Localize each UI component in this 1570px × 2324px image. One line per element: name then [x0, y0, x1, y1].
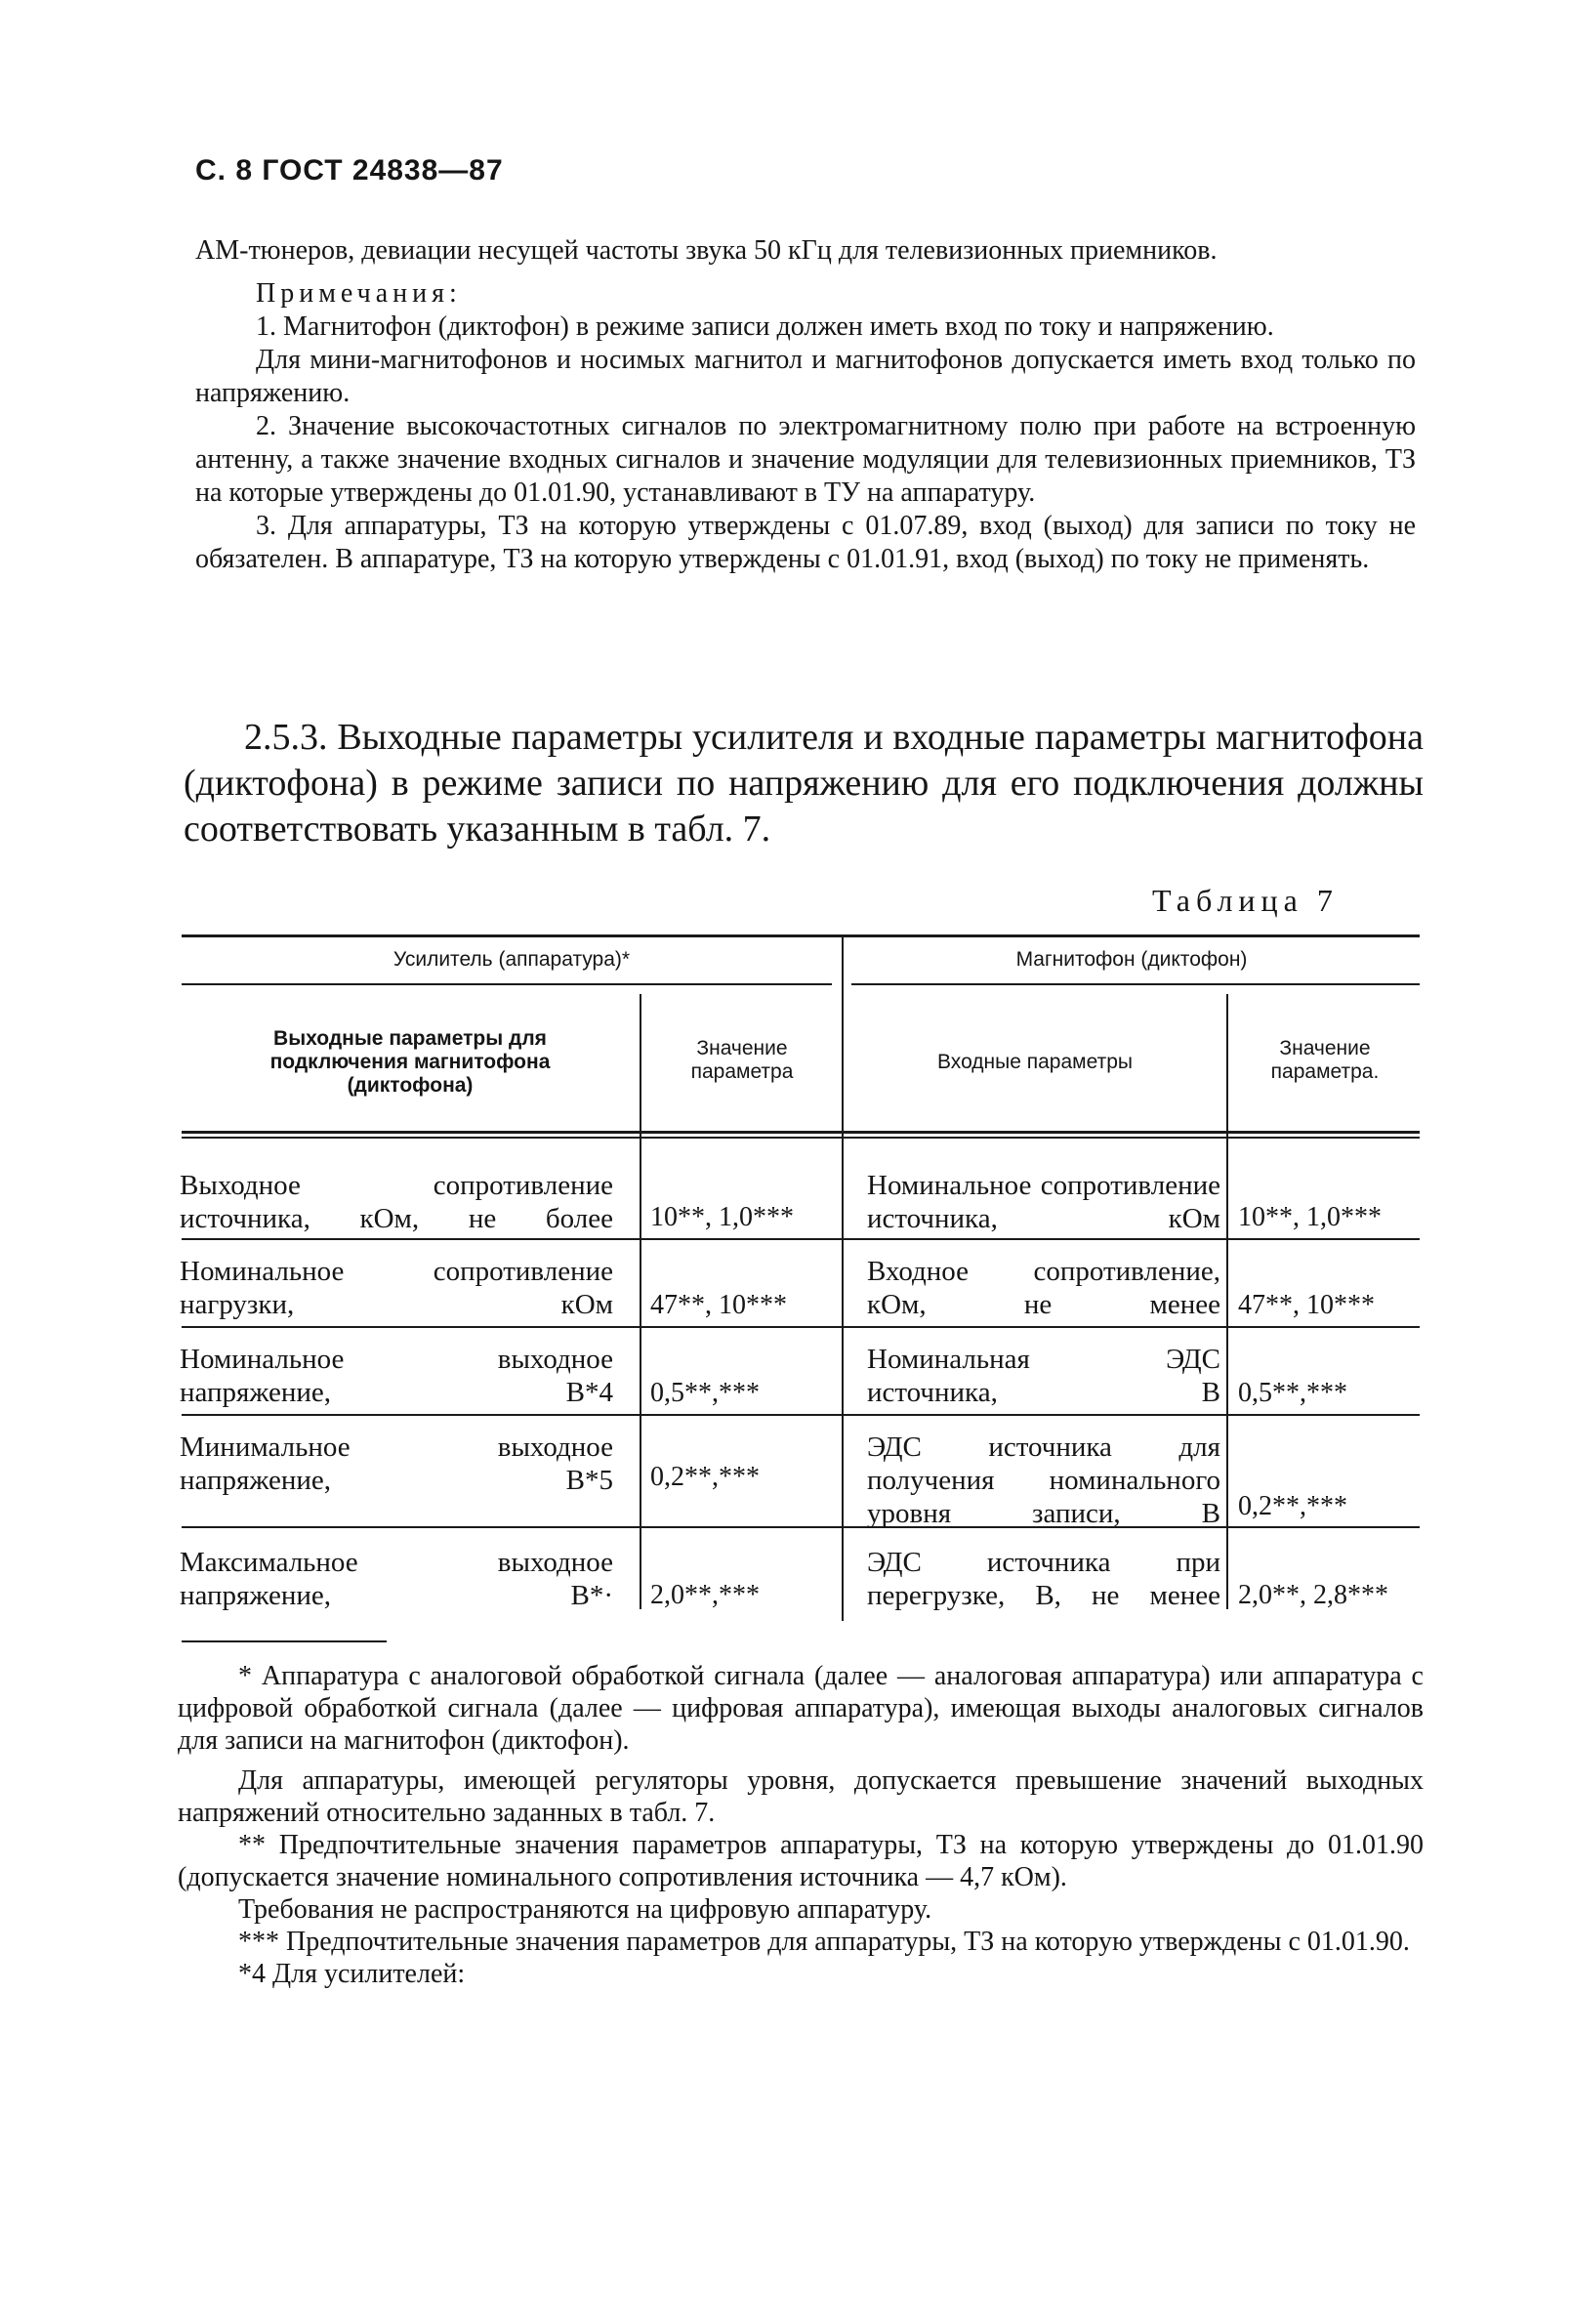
header-rule — [182, 1131, 1420, 1134]
row-rule — [182, 1414, 1420, 1416]
table-cell-value: 2,0**, 2,8*** — [1238, 1580, 1388, 1610]
table-cell: Максимальное выходное напряжение, В*· — [180, 1547, 613, 1611]
center-divider — [842, 937, 844, 1621]
group-rule-right — [851, 983, 1420, 985]
table-cell: Выходное сопротивление источника, кОм, не более — [180, 1170, 613, 1234]
note-1: 1. Магнитофон (диктофон) в режиме записи должен иметь вход по току и напряжению. — [256, 311, 1274, 342]
footnote-4: *4 Для усилителей: — [238, 1959, 466, 1989]
table-cell: Номинальное выходное напряжение, В*4 — [180, 1344, 613, 1408]
table-cell-value: 0,5**,*** — [1238, 1378, 1347, 1408]
table-cell-value: 0,5**,*** — [650, 1378, 760, 1408]
footnote-1: * Аппаратура с аналоговой обработкой сигнала (далее — аналоговая аппаратура) или аппаратура с цифровой обработкой сигнала (далее — цифровая аппаратура), имеющая выходы аналоговых сигналов для записи на магнитофон (диктофон). — [178, 1661, 1424, 1756]
table-cell: Минимальное выходное напряжение, В*5 — [180, 1432, 613, 1496]
note-1-continuation: Для мини-магнитофонов и носимых магнитол и магнитофонов допускается иметь вход только по напряжению. — [195, 345, 1416, 408]
table-cell: Номинальное сопротивление источника, кОм — [867, 1170, 1220, 1234]
table-cell: Входное сопротивление, кОм, не менее — [867, 1256, 1220, 1320]
table-cell-value: 10**, 1,0*** — [1238, 1202, 1382, 1232]
footnote-1-continuation: Для аппаратуры, имеющей регуляторы уровня, допускается превышение значений выходных напряжений относительно заданных в табл. 7. — [178, 1765, 1424, 1828]
footnotes — [178, 1660, 1424, 1990]
note-2: 2. Значение высокочастотных сигналов по электромагнитному полю при работе на встроенную антенну, а также значение входных сигналов и значение модуляции для телевизионных приемников, ТЗ на которые утверждены до 01.01.90, устанавливают в ТУ на аппаратуру. — [195, 411, 1416, 508]
row-rule — [182, 1238, 1420, 1240]
table-cell-value: 0,2**,*** — [650, 1462, 760, 1492]
intro-text — [195, 234, 1416, 576]
row-rule — [182, 1526, 1420, 1528]
table-caption: Таблица 7 — [1152, 883, 1339, 918]
group-header-recorder: Магнитофон (диктофон) — [1015, 948, 1248, 971]
column-header: Входные параметры — [937, 1051, 1133, 1073]
table-cell-value: 0,2**,*** — [1238, 1491, 1347, 1521]
clause-2-5-3: 2.5.3. Выходные параметры усилителя и входные параметры магнитофона (диктофона) в режиме записи по напряжению для его подключения должны соответствовать указанным в табл. 7. — [184, 717, 1424, 850]
table-cell: Номинальная ЭДС источника, В — [867, 1344, 1220, 1408]
table-cell: ЭДС источника для получения номинального уровня записи, В — [867, 1432, 1220, 1529]
table-cell-value: 2,0**,*** — [650, 1580, 760, 1610]
notes-heading: Примечания: — [256, 278, 462, 309]
column-header: Значение параметра. — [1270, 1037, 1380, 1083]
divider-col2 — [640, 994, 641, 1609]
footnote-3: *** Предпочтительные значения параметров для аппаратуры, ТЗ на которую утверждены с 01.01.90. — [238, 1927, 1410, 1957]
group-header-amplifier: Усилитель (аппаратура)* — [392, 948, 631, 971]
column-header: Значение параметра — [690, 1037, 794, 1083]
page-header: С. 8 ГОСТ 24838—87 — [195, 154, 504, 187]
header-rule-double — [182, 1137, 1420, 1139]
note-3: 3. Для аппаратуры, ТЗ на которую утверждены с 01.07.89, вход (выход) для записи по току не обязателен. В аппаратуре, ТЗ на которую утверждены с 01.01.91, вход (выход) по току не применять. — [195, 511, 1416, 574]
footnote-2: ** Предпочтительные значения параметров аппаратуры, ТЗ на которую утверждены до 01.01.90 (допускается значение номинального сопротивления источника — 4,7 кОм). — [178, 1830, 1424, 1892]
footnote-2-continuation: Требования не распространяются на цифровую аппаратуру. — [238, 1894, 932, 1925]
table-cell: Номинальное сопротивление нагрузки, кОм — [180, 1256, 613, 1320]
table-top-rule — [182, 934, 1420, 937]
row-rule — [182, 1326, 1420, 1328]
divider-col4 — [1226, 994, 1228, 1609]
footnote-separator — [182, 1640, 387, 1642]
table-cell-value: 10**, 1,0*** — [650, 1202, 794, 1232]
group-rule-left — [182, 983, 832, 985]
table-cell-value: 47**, 10*** — [1238, 1290, 1375, 1320]
column-header: Выходные параметры для подключения магнитофона (диктофона) — [269, 1027, 551, 1097]
table-cell-value: 47**, 10*** — [650, 1290, 787, 1320]
paragraph: АМ-тюнеров, девиации несущей частоты звука 50 кГц для телевизионных приемников. — [195, 235, 1218, 266]
table-cell: ЭДС источника при перегрузке, В, не менее — [867, 1547, 1220, 1611]
